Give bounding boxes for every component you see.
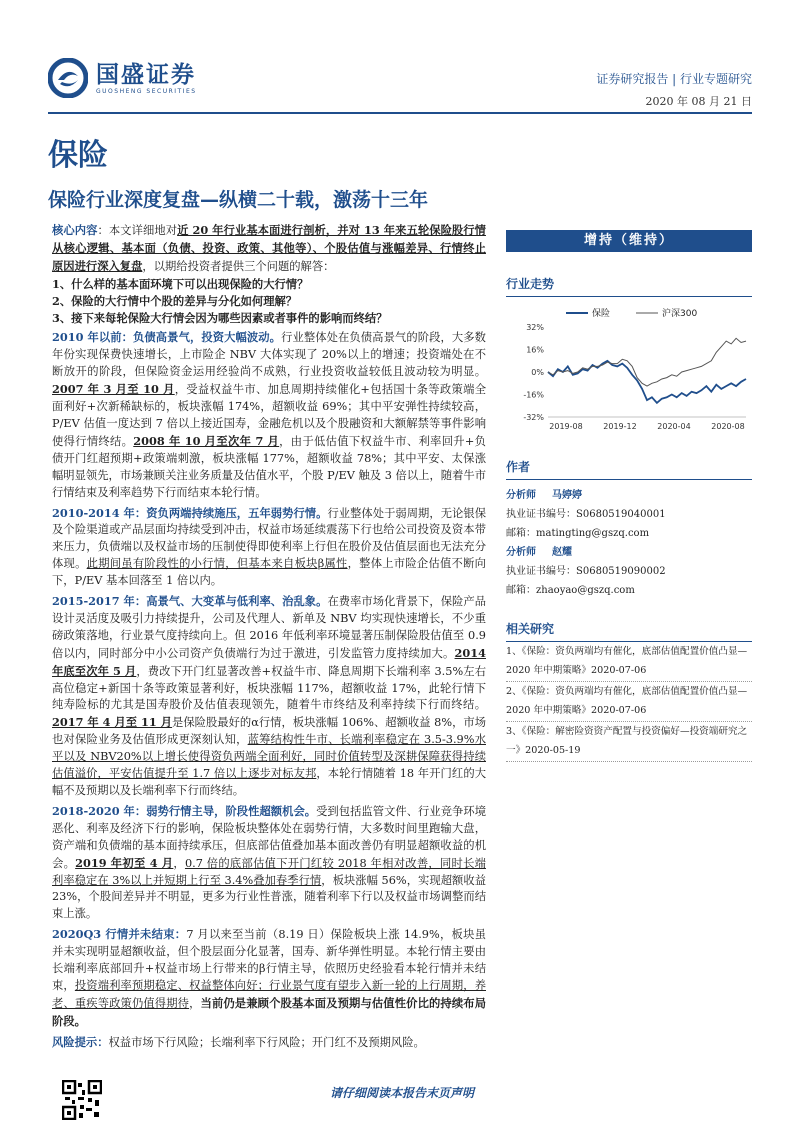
- logo-icon: [48, 58, 88, 98]
- question-1: 1、什么样的基本面环境下可以出现保险的大行情？: [52, 276, 309, 291]
- related-report-2[interactable]: 2、《保险：资负两端均有催化，底部估值配置价值凸显—2020 年中期策略》2020-07-06: [506, 682, 752, 722]
- question-3: 3、接下来每轮保险大行情会因为哪些因素或者事件的影响而终结？: [52, 310, 388, 325]
- logo-name-en: GUOSHENG SECURITIES: [96, 87, 197, 95]
- x-tick-label: 2020-04: [657, 422, 691, 431]
- section-2020q3: 2020Q3 行情并未结束：7 月以来至当前（8.19 日）保险板块上涨 14.9%，板块虽并未实现明显超额收益，但个股层面分化显著，国寿、新华弹性明显。本轮行情主要由长端利率底部回升+权益市场上行带来的β行情主导，依照历史经验看本轮行情并未结束，投资端利率预期稳定、权益整体向好；行业景气度有望步入新一轮的上行周期，养老、重疾等政策仍值得期待，当前仍是兼顾个股基本面及预期与估值性价比的持续布局阶段。: [52, 927, 486, 1028]
- authors-title: 作者: [506, 458, 752, 480]
- logo-name-cn: 国盛证券: [96, 61, 196, 88]
- report-type: 证券研究报告 | 行业专题研究: [596, 72, 752, 86]
- rating-badge: 增持（维持）: [506, 230, 752, 252]
- legend-label: 保险: [592, 309, 611, 319]
- y-tick-label: 0%: [531, 368, 544, 377]
- report-title: 保险行业深度复盘—纵横二十载，激荡十三年: [48, 189, 429, 211]
- trend-chart: [506, 305, 752, 435]
- legend-label: 沪深300: [662, 309, 698, 319]
- series-line-insurance: [548, 361, 746, 403]
- core-summary: 核心内容：本文详细地对近 20 年行业基本面进行剖析，并对 13 年来五轮保险股行情从核心逻辑、基本面（负债、投资、政策、其他等）、个股估值与涨幅差异、行情终止原因进行深入复盘，以期给投资者提供三个问题的解答：: [52, 223, 486, 273]
- x-tick-label: 2019-12: [603, 422, 637, 431]
- core-label: 核心内容: [52, 223, 98, 237]
- series-line-csi300: [548, 338, 746, 386]
- author-email[interactable]: matingting@gszq.com: [536, 528, 650, 539]
- report-date: 2020 年 08 月 21 日: [645, 95, 752, 108]
- x-tick-label: 2020-08: [711, 422, 745, 431]
- qr-code-icon: [62, 1080, 102, 1120]
- question-2: 2、保险的大行情中个股的差异与分化如何理解？: [52, 293, 298, 308]
- risk-warning: 风险提示：权益市场下行风险；长端利率下行风险；开门红不及预期风险。: [52, 1034, 425, 1049]
- section-2015-2017: 2015-2017 年：高景气、大变革与低利率、治乱象。在费率市场化背景下，保险产品设计灵活度及吸引力持续提升，公司及代理人、新单及 NBV 均实现快速增长，不少重磅政策落地，行业景气度持续向上。但 2016 年低利率环境显著压制保险股估值至 0.9 倍以内，同时部分中小公司资产负债端行为过于激进，引发监管力度持续加大。2014 年底至次年 5 月，费改下开门红显著改善+权益牛市、降息周期下长端利率 3.5%左右高位稳定+新国十条等政策显著利好，板块涨幅 117%，超额收益 17%，此轮行情下纯寿险标的尤其是国寿股价及估值表现领先，随着牛市终结及利率持续下行而终结。2017 年 4 月至 11 月是保险股最好的α行情，板块涨幅 106%、超额收益 8%，市场也对保险业务及估值形成更深刻认知，蓝筹结构性牛市、长端利率稳定在 3.5-3.9%水平以及 NBV20%以上增长使得资负两端全面利好，同时价值转型及深耕保障获得持续估值溢价，平安估值提升至 1.7 倍以上逐步对标友邦，本轮行情随着 18 年开门红的大幅不及预期以及长端利率下行而终结。: [52, 594, 486, 797]
- related-title: 相关研究: [506, 620, 752, 642]
- related-report-1[interactable]: 1、《保险：资负两端均有催化，底部估值配置价值凸显—2020 年中期策略》2020-07-06: [506, 642, 752, 682]
- author-email[interactable]: zhaoyao@gszq.com: [536, 585, 635, 596]
- footer-disclaimer: 请仔细阅读本报告末页声明: [330, 1086, 475, 1100]
- company-logo: [48, 58, 197, 98]
- author-name: 赵耀: [552, 547, 572, 558]
- sector-name: 保险: [48, 138, 108, 173]
- main-content: [52, 222, 486, 1052]
- y-tick-label: -16%: [523, 390, 544, 400]
- sidebar: [506, 230, 752, 762]
- y-tick-label: -32%: [523, 413, 544, 422]
- y-tick-label: 32%: [526, 323, 544, 332]
- author-name: 马婷婷: [552, 490, 582, 501]
- section-2018-2020: 2018-2020 年：弱势行情主导，阶段性超额机会。受到包括监管文件、行业竞争环境恶化、利率及经济下行的影响，保险板块整体处在弱势行情，大多数时间里跑输大盘，资产端和负债端的基本面持续承压，但底部估值叠加基本面改善仍有明显超额收益的机会。2019 年初至 4 月，0.7 倍的底部估值下开门红较 2018 年相对改善，同时长端利率稳定在 3%以上并短期上行至 3.4%叠加春季行情，板块涨幅 56%，实现超额收益 23%，个股间差异并不明显，更多为行业性普涨，随着利率下行以及权益市场调整而结束上涨。: [52, 803, 486, 921]
- x-tick-label: 2019-08: [549, 422, 583, 431]
- trend-title: 行业走势: [506, 275, 752, 297]
- y-tick-label: 16%: [526, 345, 544, 355]
- header-divider: [48, 112, 752, 114]
- section-2010: 2010 年以前：负债高景气，投资大幅波动。行业整体处在负债高景气的阶段，大多数年份实现保费快速增长，上市险企 NBV 大体实现了 20%以上的增速；投资端处在不断放开的阶段，但保险资金运用经验尚不成熟，行业投资收益较低且波动较为明显。2007 年 3 月至 10 月，受益权益牛市、加息周期持续催化+包括国十条等政策端全面利好+次新稀缺标的，板块涨幅 174%，超额收益 69%；其中平安弹性持续较高，P/EV 估值一度达到 7 倍以上接近国寿，金融危机以及个股融资和大额解禁等事件影响使得行情终结。2008 年 10 月至次年 7 月，由于低估值下权益牛市、利率回升+负债开门红超预期+政策端刺激，板块涨幅 177%，超额收益 78%；其中平安、太保涨幅明显领先，市场兼顾关注业务质量及估值水平，个股 P/EV 触及 3 倍以上，随着牛市行情结束及利率趋势下行而结束本轮行情。: [52, 330, 486, 499]
- author-block-1: 分析师 马婷婷 执业证书编号：S0680519040001 邮箱：matingting@gszq.com: [506, 490, 666, 539]
- related-report-3[interactable]: 3、《保险：解密险资资产配置与投资偏好—投资端研究之一》2020-05-19: [506, 722, 752, 762]
- author-block-2: 分析师 赵耀 执业证书编号：S0680519090002 邮箱：zhaoyao@gszq.com: [506, 547, 666, 596]
- section-2010-2014: 2010-2014 年：资负两端持续施压，五年弱势行情。行业整体处于弱周期，无论银保及个险渠道或产品层面均持续受到冲击，权益市场延续震荡下行也给公司投资及资本带来压力，负债端以及权益市场的压制使得即使利率上行但在股价及估值层面也无法充分体现。此期间虽有阶段性的小行情，但基本来自板块β属性，整体上市险企估值不断向下，P/EV 基本回落至 1 倍以内。: [52, 505, 486, 588]
